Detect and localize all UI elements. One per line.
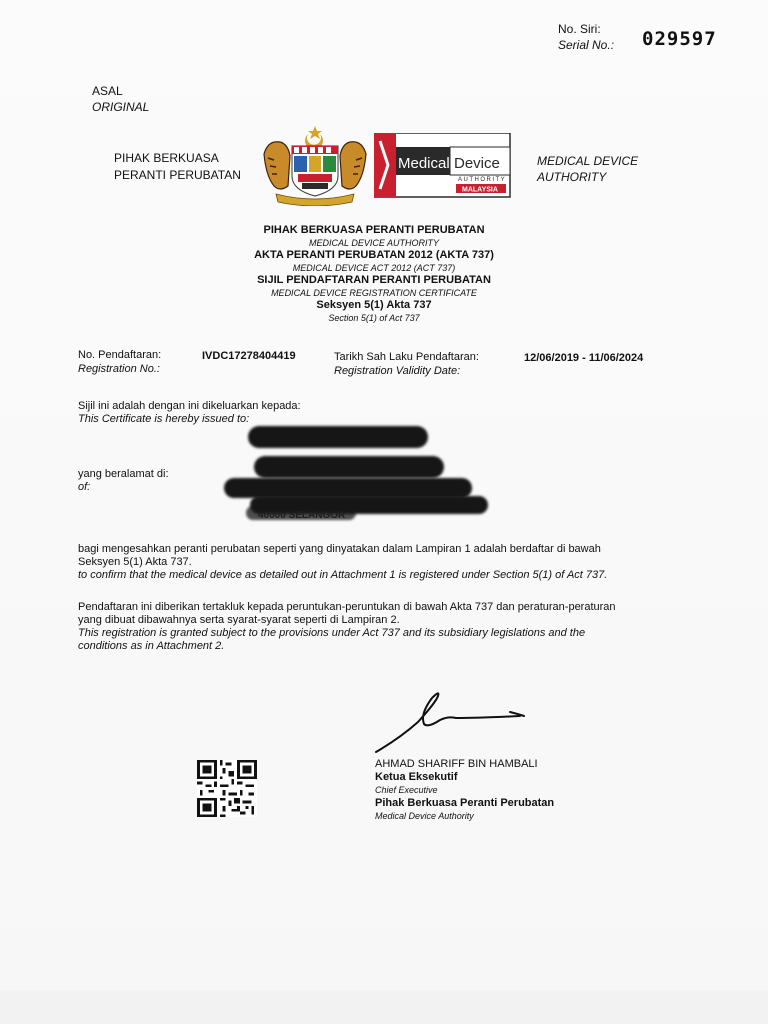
paragraph-conditions: [78, 601, 698, 653]
signatory-block: [375, 758, 554, 823]
authority-right-line2: AUTHORITY: [537, 170, 607, 184]
signatory-org-ms: Pihak Berkuasa Peranti Perubatan: [375, 797, 555, 809]
logo-brand-b: Device: [454, 155, 500, 172]
issued-to-ms: Sijil ini adalah dengan ini dikeluarkan kepada:: [78, 400, 301, 412]
paragraph-line: Seksyen 5(1) Akta 737.: [78, 556, 192, 568]
registration-no-label-en: Registration No.:: [78, 363, 160, 375]
coat-of-arms-icon: [258, 124, 372, 206]
redacted-address-line: [254, 456, 444, 478]
paragraph-line: This registration is granted subject to the provisions under Act 737 and its subsidiary legislations and the: [78, 627, 586, 639]
copy-type-ms: ASAL: [92, 84, 123, 98]
paragraph-line: bagi mengesahkan peranti perubatan seperti yang dinyatakan dalam Lampiran 1 adalah berdaftar di bawah: [78, 543, 601, 555]
serial-number: 029597: [642, 28, 717, 50]
validity-value: 12/06/2019 - 11/06/2024: [524, 352, 644, 364]
address-label-ms: yang beralamat di:: [78, 468, 169, 480]
watermark-band: [0, 990, 768, 1024]
logo-sub2: MALAYSIA: [462, 186, 498, 194]
qr-code-icon: [197, 760, 257, 817]
heading-line: AKTA PERANTI PERUBATAN 2012 (AKTA 737): [254, 249, 494, 261]
issued-to-en: This Certificate is hereby issued to:: [78, 413, 250, 425]
authority-left-line2: PERANTI PERUBATAN: [114, 168, 241, 182]
paragraph-line: yang dibuat dibawahnya serta syarat-syarat seperti di Lampiran 2.: [78, 614, 400, 626]
registration-no-label-ms: No. Pendaftaran:: [78, 349, 162, 361]
registration-no-value: IVDC17278404419: [202, 350, 296, 362]
redacted-address-line: [224, 478, 472, 498]
serial-label-en: Serial No.:: [558, 38, 615, 52]
authority-left-line1: PIHAK BERKUASA: [114, 151, 219, 165]
heading-line: MEDICAL DEVICE AUTHORITY: [308, 238, 440, 248]
authority-right-line1: MEDICAL DEVICE: [537, 154, 639, 168]
logo-brand-a: Medical: [398, 155, 450, 172]
redacted-recipient-name: [248, 426, 428, 448]
validity-label-en: Registration Validity Date:: [334, 365, 461, 377]
heading-line: Section 5(1) of Act 737: [328, 313, 420, 323]
logo-sub1: AUTHORITY: [458, 177, 507, 183]
signature-icon: [370, 688, 540, 758]
heading-line: Seksyen 5(1) Akta 737: [316, 299, 432, 311]
paragraph-confirmation: [78, 543, 698, 582]
address-label-en: of:: [78, 481, 91, 493]
serial-label-ms: No. Siri:: [558, 22, 601, 36]
redacted-address-line: [246, 506, 356, 520]
signatory-name: AHMAD SHARIFF BIN HAMBALI: [375, 758, 538, 770]
heading-line: PIHAK BERKUASA PERANTI PERUBATAN: [263, 224, 485, 236]
signatory-org-en: Medical Device Authority: [375, 811, 474, 821]
signatory-title-ms: Ketua Eksekutif: [375, 771, 458, 783]
paragraph-line: Pendaftaran ini diberikan tertakluk kepada peruntukan-peruntukan di bawah Akta 737 dan peraturan-peraturan: [78, 601, 616, 613]
heading-line: MEDICAL DEVICE ACT 2012 (ACT 737): [292, 263, 456, 273]
heading-line: MEDICAL DEVICE REGISTRATION CERTIFICATE: [271, 288, 477, 298]
medical-device-authority-logo: [374, 133, 512, 199]
paragraph-line: conditions as in Attachment 2.: [78, 640, 225, 652]
copy-type-en: ORIGINAL: [92, 100, 150, 114]
heading-line: SIJIL PENDAFTARAN PERANTI PERUBATAN: [257, 274, 491, 286]
paragraph-line: to confirm that the medical device as detailed out in Attachment 1 is registered under Section 5(1) of Act 737.: [78, 569, 608, 581]
certificate-heading: [174, 224, 574, 324]
validity-label-ms: Tarikh Sah Laku Pendaftaran:: [334, 351, 479, 363]
signatory-title-en: Chief Executive: [375, 785, 438, 795]
